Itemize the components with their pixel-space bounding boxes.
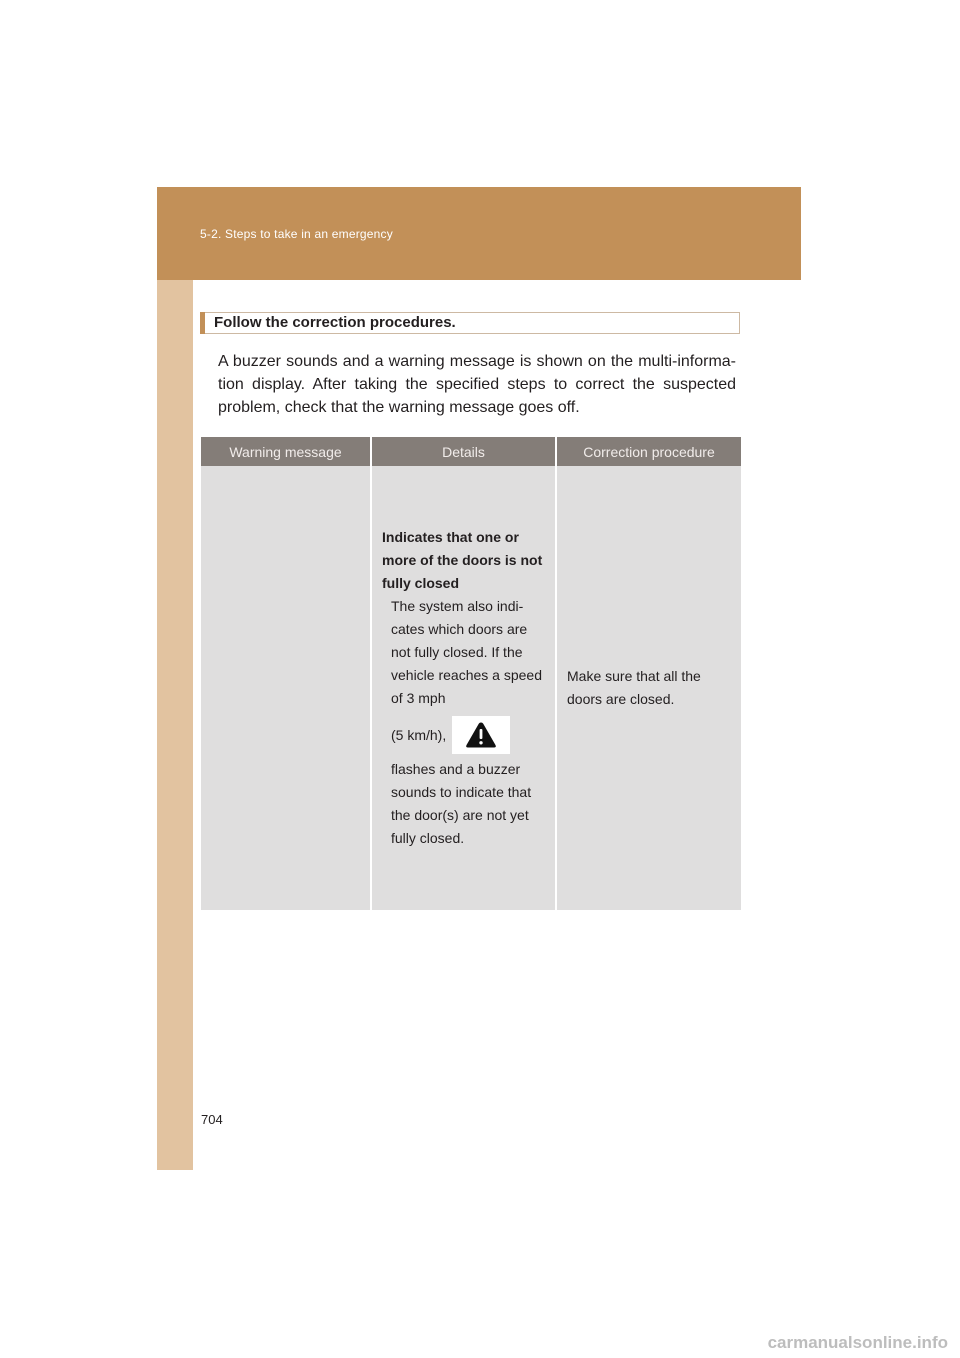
page-number: 704 bbox=[201, 1112, 223, 1127]
warning-message-cell bbox=[201, 466, 371, 910]
section-label: 5-2. Steps to take in an emergency bbox=[200, 227, 393, 241]
procedure-heading-text: Follow the correction procedures. bbox=[214, 314, 456, 331]
details-inline-text: (5 km/h), bbox=[391, 726, 447, 743]
details-inline-line bbox=[391, 716, 549, 754]
details-cell bbox=[371, 466, 556, 910]
procedure-heading bbox=[200, 312, 740, 334]
warning-table bbox=[201, 437, 741, 910]
details-body-1: The system also indi-cates which doors are not fully closed. If the vehicle reaches a speed of 3 mph bbox=[391, 598, 542, 706]
heading-accent-bar bbox=[200, 312, 205, 334]
details-title: Indicates that one or more of the doors is not fully closed bbox=[382, 529, 543, 591]
column-header-correction-procedure: Correction procedure bbox=[556, 437, 741, 466]
correction-cell: Make sure that all the doors are closed. bbox=[556, 466, 741, 910]
table-row bbox=[201, 466, 741, 910]
column-header-details: Details bbox=[371, 437, 556, 466]
details-body-2: flashes and a buzzer sounds to indicate that the door(s) are not yet fully closed. bbox=[391, 761, 532, 846]
warning-triangle-icon bbox=[452, 716, 510, 754]
column-header-warning-message: Warning message bbox=[201, 437, 371, 466]
side-strip bbox=[157, 280, 193, 1170]
watermark: carmanualsonline.info bbox=[767, 1333, 948, 1352]
table-header-row bbox=[201, 437, 741, 466]
intro-paragraph: A buzzer sounds and a warning message is shown on the multi-informa-tion display. After taking the specified steps to correct the suspected problem, check that the warning message goes off. bbox=[218, 353, 736, 416]
